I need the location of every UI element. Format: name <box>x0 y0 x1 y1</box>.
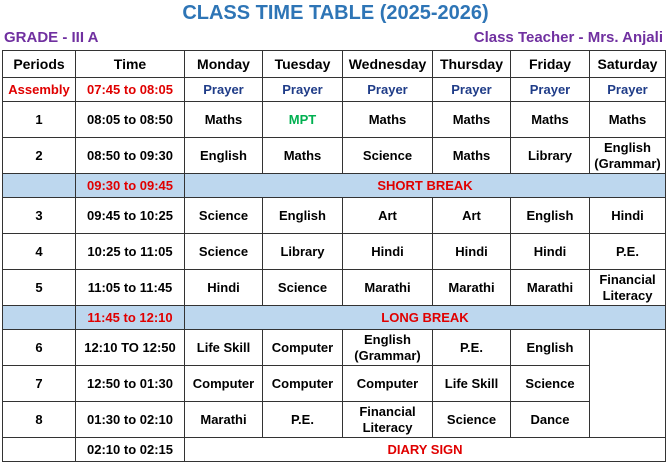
page-title: CLASS TIME TABLE (2025-2026) <box>182 2 489 24</box>
period-time: 12:50 to 01:30 <box>76 366 185 402</box>
subject-cell: Financial Literacy <box>343 402 433 438</box>
period-row <box>3 138 666 174</box>
assembly-cell: Prayer <box>263 78 343 102</box>
period-number: 8 <box>3 402 76 438</box>
period-time: 09:45 to 10:25 <box>76 198 185 234</box>
subject-cell: Maths <box>185 102 263 138</box>
subject-cell: P.E. <box>433 330 511 366</box>
subject-cell: Hindi <box>511 234 590 270</box>
subject-cell: Science <box>263 270 343 306</box>
subject-cell: Computer <box>263 366 343 402</box>
subject-cell: Computer <box>185 366 263 402</box>
period-time: 11:05 to 11:45 <box>76 270 185 306</box>
subject-cell: Library <box>511 138 590 174</box>
assembly-cell: Prayer <box>511 78 590 102</box>
period-number: 4 <box>3 234 76 270</box>
subject-cell: Hindi <box>343 234 433 270</box>
subject-cell: Maths <box>511 102 590 138</box>
period-number: 6 <box>3 330 76 366</box>
subject-cell: P.E. <box>590 234 666 270</box>
subject-cell: Art <box>343 198 433 234</box>
header-row <box>3 51 666 78</box>
subject-cell: Art <box>433 198 511 234</box>
period-number: 1 <box>3 102 76 138</box>
break-blank-cell <box>3 174 76 198</box>
col-header-wednesday: Wednesday <box>343 51 433 78</box>
col-header-monday: Monday <box>185 51 263 78</box>
subject-cell: Library <box>263 234 343 270</box>
short-break-row <box>3 174 666 198</box>
diary-sign-label: DIARY SIGN <box>185 438 666 462</box>
subject-cell: MPT <box>263 102 343 138</box>
subject-cell: English <box>185 138 263 174</box>
period-row <box>3 402 666 438</box>
col-header-periods: Periods <box>3 51 76 78</box>
subject-cell: English (Grammar) <box>590 138 666 174</box>
subject-cell: Hindi <box>590 198 666 234</box>
col-header-time: Time <box>76 51 185 78</box>
period-number: 7 <box>3 366 76 402</box>
assembly-cell: Prayer <box>343 78 433 102</box>
subject-cell: English <box>263 198 343 234</box>
subject-cell: Life Skill <box>433 366 511 402</box>
col-header-thursday: Thursday <box>433 51 511 78</box>
subject-cell: Computer <box>343 366 433 402</box>
period-time: 08:50 to 09:30 <box>76 138 185 174</box>
subject-cell: Marathi <box>511 270 590 306</box>
subject-cell: Hindi <box>185 270 263 306</box>
period-time: 10:25 to 11:05 <box>76 234 185 270</box>
subject-cell: English (Grammar) <box>343 330 433 366</box>
short-break-time: 09:30 to 09:45 <box>76 174 185 198</box>
assembly-row <box>3 78 666 102</box>
long-break-label: LONG BREAK <box>185 306 666 330</box>
period-row <box>3 198 666 234</box>
subject-cell: Computer <box>263 330 343 366</box>
subject-cell: Science <box>185 234 263 270</box>
subject-cell: Science <box>185 198 263 234</box>
break-blank-cell <box>3 306 76 330</box>
saturday-empty-cell <box>590 330 666 438</box>
subject-cell: Financial Literacy <box>590 270 666 306</box>
period-row <box>3 366 666 402</box>
assembly-time: 07:45 to 08:05 <box>76 78 185 102</box>
long-break-time: 11:45 to 12:10 <box>76 306 185 330</box>
diary-blank-cell <box>3 438 76 462</box>
subject-cell: Science <box>433 402 511 438</box>
period-time: 12:10 TO 12:50 <box>76 330 185 366</box>
subject-cell: Maths <box>343 102 433 138</box>
col-header-friday: Friday <box>511 51 590 78</box>
subject-cell: Maths <box>433 138 511 174</box>
subject-cell: Maths <box>433 102 511 138</box>
diary-sign-row <box>3 438 666 462</box>
period-row <box>3 102 666 138</box>
subject-cell: Marathi <box>433 270 511 306</box>
timetable <box>2 50 666 462</box>
subject-cell: Maths <box>263 138 343 174</box>
assembly-label: Assembly <box>3 78 76 102</box>
diary-sign-time: 02:10 to 02:15 <box>76 438 185 462</box>
period-number: 2 <box>3 138 76 174</box>
subject-cell: Marathi <box>185 402 263 438</box>
period-row <box>3 234 666 270</box>
assembly-cell: Prayer <box>590 78 666 102</box>
assembly-cell: Prayer <box>185 78 263 102</box>
period-row <box>3 330 666 366</box>
subject-cell: English <box>511 330 590 366</box>
period-time: 01:30 to 02:10 <box>76 402 185 438</box>
col-header-saturday: Saturday <box>590 51 666 78</box>
subject-cell: Science <box>511 366 590 402</box>
assembly-cell: Prayer <box>433 78 511 102</box>
subject-cell: Life Skill <box>185 330 263 366</box>
subject-cell: English <box>511 198 590 234</box>
subject-cell: Maths <box>590 102 666 138</box>
subject-cell: Marathi <box>343 270 433 306</box>
period-number: 5 <box>3 270 76 306</box>
period-number: 3 <box>3 198 76 234</box>
subject-cell: Science <box>343 138 433 174</box>
col-header-tuesday: Tuesday <box>263 51 343 78</box>
class-teacher-label: Class Teacher - Mrs. Anjali <box>473 29 663 46</box>
short-break-label: SHORT BREAK <box>185 174 666 198</box>
subject-cell: Dance <box>511 402 590 438</box>
subject-cell: Hindi <box>433 234 511 270</box>
grade-label: GRADE - III A <box>4 29 99 46</box>
period-row <box>3 270 666 306</box>
period-time: 08:05 to 08:50 <box>76 102 185 138</box>
subject-cell: P.E. <box>263 402 343 438</box>
long-break-row <box>3 306 666 330</box>
